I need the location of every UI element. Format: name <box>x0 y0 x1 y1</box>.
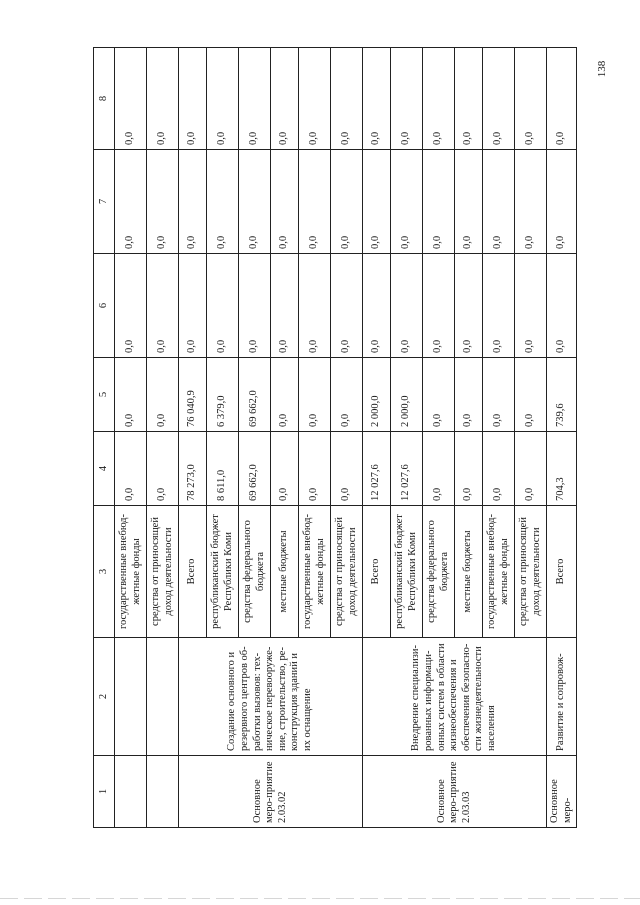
amount-cell: 0,0 <box>423 432 455 506</box>
amount-cell: 0,0 <box>115 48 147 150</box>
funding-source: средства от приносящей доход деятельности <box>147 506 179 638</box>
amount-cell: 0,0 <box>363 48 391 150</box>
amount-cell: 0,0 <box>547 150 577 254</box>
table-row <box>179 48 207 828</box>
amount-cell: 0,0 <box>455 358 483 432</box>
amount-cell: 0,0 <box>455 48 483 150</box>
amount-cell: 0,0 <box>115 358 147 432</box>
amount-cell: 0,0 <box>299 150 331 254</box>
amount-cell: 0,0 <box>363 150 391 254</box>
funding-source: средства федерального бюджета <box>423 506 455 638</box>
column-header-8: 8 <box>94 48 115 150</box>
amount-cell: 0,0 <box>515 358 547 432</box>
table-row <box>547 48 577 828</box>
amount-cell: 0,0 <box>115 254 147 358</box>
amount-cell: 0,0 <box>455 254 483 358</box>
amount-cell: 0,0 <box>331 432 363 506</box>
amount-cell: 0,0 <box>271 254 299 358</box>
amount-cell: 0,0 <box>299 432 331 506</box>
column-header-4: 4 <box>94 432 115 506</box>
measure-description: Создание основного и резервного центров об-работки вызовов: тех-ническое перевооруже-ние, строительство, ре-конструкция зданий и их оснащение <box>179 638 363 756</box>
amount-cell: 0,0 <box>299 254 331 358</box>
amount-cell: 0,0 <box>515 48 547 150</box>
amount-cell: 0,0 <box>547 254 577 358</box>
column-header-1: 1 <box>94 756 115 828</box>
amount-cell: 6 379,0 <box>207 358 239 432</box>
funding-source: Всего <box>547 506 577 638</box>
measure-description: Внедрение специализи-рованных информаци-онных систем в области жизнеобеспечения и обеспечения безопасно-сти жизнедеятельности населения <box>363 638 547 756</box>
column-header-2: 2 <box>94 638 115 756</box>
table-row <box>147 48 179 828</box>
amount-cell: 0,0 <box>483 48 515 150</box>
funding-source: государственные внебюд-жетные фонды <box>483 506 515 638</box>
amount-cell: 0,0 <box>483 254 515 358</box>
funding-source: государственные внебюд-жетные фонды <box>115 506 147 638</box>
amount-cell: 0,0 <box>331 358 363 432</box>
amount-cell: 2 000,0 <box>363 358 391 432</box>
amount-cell: 0,0 <box>423 48 455 150</box>
amount-cell: 12 027,6 <box>391 432 423 506</box>
amount-cell: 0,0 <box>147 150 179 254</box>
amount-cell: 0,0 <box>239 48 271 150</box>
empty-cell <box>115 756 147 828</box>
amount-cell: 0,0 <box>515 432 547 506</box>
amount-cell: 0,0 <box>455 432 483 506</box>
amount-cell: 0,0 <box>271 48 299 150</box>
amount-cell: 0,0 <box>423 150 455 254</box>
funding-source: государственные внебюд-жетные фонды <box>299 506 331 638</box>
empty-cell <box>147 756 179 828</box>
amount-cell: 0,0 <box>147 254 179 358</box>
funding-source: средства федерального бюджета <box>239 506 271 638</box>
amount-cell: 0,0 <box>483 432 515 506</box>
table-body <box>94 48 577 828</box>
amount-cell: 0,0 <box>271 358 299 432</box>
amount-cell: 0,0 <box>423 358 455 432</box>
amount-cell: 0,0 <box>179 254 207 358</box>
amount-cell: 739,6 <box>547 358 577 432</box>
amount-cell: 0,0 <box>115 432 147 506</box>
amount-cell: 0,0 <box>483 150 515 254</box>
amount-cell: 76 040,9 <box>179 358 207 432</box>
amount-cell: 0,0 <box>423 254 455 358</box>
empty-cell <box>147 638 179 756</box>
amount-cell: 0,0 <box>391 48 423 150</box>
amount-cell: 0,0 <box>547 48 577 150</box>
amount-cell: 0,0 <box>179 150 207 254</box>
column-header-5: 5 <box>94 358 115 432</box>
empty-cell <box>115 638 147 756</box>
table-row <box>115 48 147 828</box>
amount-cell: 0,0 <box>207 48 239 150</box>
measure-description: Развитие и сопровож- <box>547 638 577 756</box>
amount-cell: 0,0 <box>147 432 179 506</box>
amount-cell: 78 273,0 <box>179 432 207 506</box>
column-header-6: 6 <box>94 254 115 358</box>
column-header-7: 7 <box>94 150 115 254</box>
amount-cell: 0,0 <box>515 150 547 254</box>
funding-source: Всего <box>363 506 391 638</box>
amount-cell: 0,0 <box>391 254 423 358</box>
amount-cell: 0,0 <box>115 150 147 254</box>
amount-cell: 0,0 <box>207 254 239 358</box>
header-row <box>94 48 115 828</box>
amount-cell: 0,0 <box>331 48 363 150</box>
amount-cell: 0,0 <box>147 48 179 150</box>
amount-cell: 0,0 <box>483 358 515 432</box>
funding-source: республиканский бюджет Республики Коми <box>207 506 239 638</box>
amount-cell: 12 027,6 <box>363 432 391 506</box>
funding-source: средства от приносящей доход деятельности <box>515 506 547 638</box>
amount-cell: 704,3 <box>547 432 577 506</box>
amount-cell: 0,0 <box>331 254 363 358</box>
amount-cell: 69 662,0 <box>239 358 271 432</box>
rotated-page-content <box>93 48 573 828</box>
funding-source: Всего <box>179 506 207 638</box>
budget-table <box>93 47 577 828</box>
amount-cell: 0,0 <box>455 150 483 254</box>
funding-source: местные бюджеты <box>271 506 299 638</box>
amount-cell: 0,0 <box>207 150 239 254</box>
funding-source: местные бюджеты <box>455 506 483 638</box>
column-header-3: 3 <box>94 506 115 638</box>
amount-cell: 0,0 <box>331 150 363 254</box>
amount-cell: 0,0 <box>271 150 299 254</box>
scan-artifact-line <box>0 898 640 899</box>
amount-cell: 0,0 <box>147 358 179 432</box>
measure-code: Основное меро-приятие 2.03.03 <box>363 756 547 828</box>
funding-source: республиканский бюджет Республики Коми <box>391 506 423 638</box>
amount-cell: 0,0 <box>239 150 271 254</box>
amount-cell: 0,0 <box>239 254 271 358</box>
amount-cell: 0,0 <box>363 254 391 358</box>
measure-code: Основное меро-приятие 2.03.02 <box>179 756 363 828</box>
amount-cell: 8 611,0 <box>207 432 239 506</box>
funding-source: средства от приносящей доход деятельности <box>331 506 363 638</box>
amount-cell: 0,0 <box>299 358 331 432</box>
amount-cell: 0,0 <box>391 150 423 254</box>
amount-cell: 0,0 <box>515 254 547 358</box>
amount-cell: 2 000,0 <box>391 358 423 432</box>
amount-cell: 0,0 <box>271 432 299 506</box>
amount-cell: 69 662,0 <box>239 432 271 506</box>
measure-code: Основное меро- <box>547 756 577 828</box>
page-number: 138 <box>596 60 608 78</box>
amount-cell: 0,0 <box>179 48 207 150</box>
amount-cell: 0,0 <box>299 48 331 150</box>
table-row <box>363 48 391 828</box>
